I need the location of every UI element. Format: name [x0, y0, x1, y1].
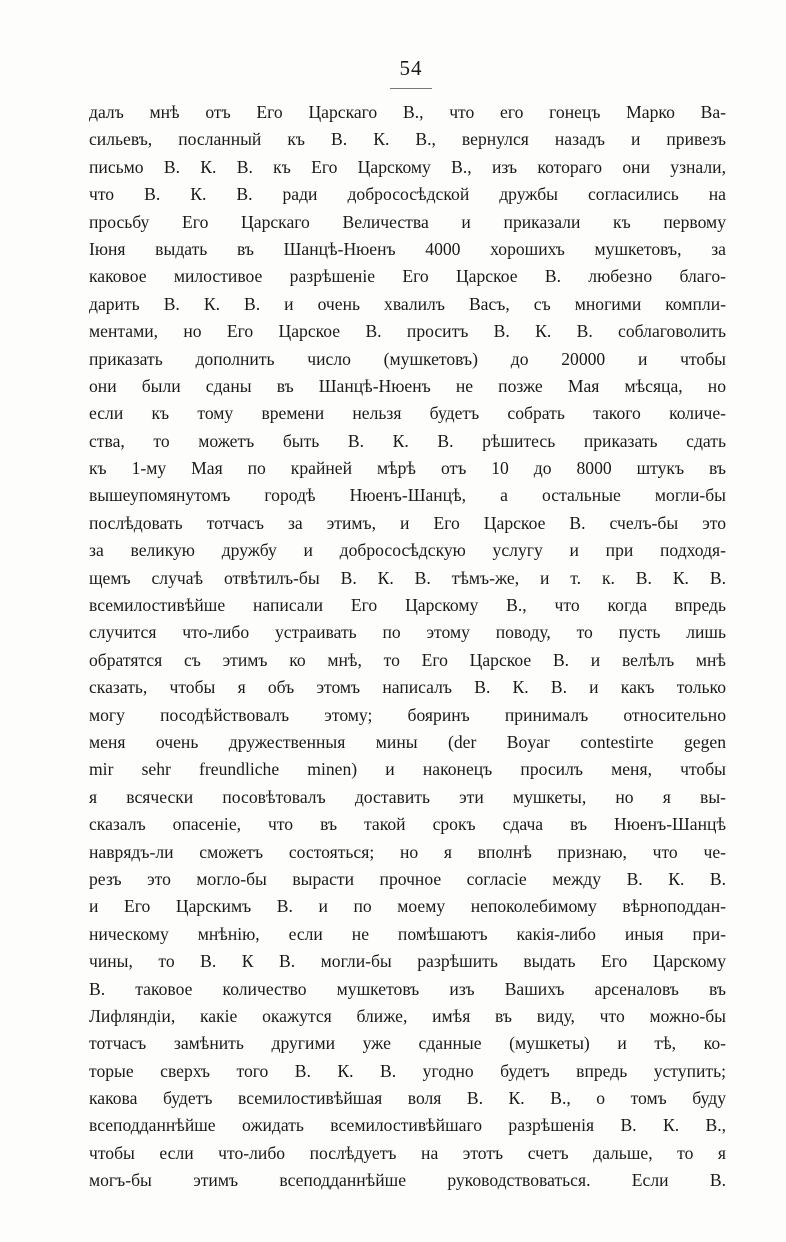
text-line: В. таковое количество мушкетовъ изъ Вашихъ арсеналовъ въ	[89, 978, 726, 999]
page-number: 54	[399, 56, 423, 80]
text-line: они были сданы въ Шанцѣ-Нюенъ не позже Мая мѣсяца, но	[89, 375, 726, 396]
text-line: послѣдовать тотчасъ за этимъ, и Его Царское В. счелъ-бы это	[89, 512, 726, 533]
text-line: ства, то можетъ быть В. К. В. рѣшитесь приказать сдать	[89, 430, 726, 451]
body-text	[89, 99, 726, 1195]
text-line: могъ-бы этимъ всеподданнѣйше руководствоваться. Если В.	[89, 1170, 726, 1191]
text-line: къ 1-му Мая по крайней мѣрѣ отъ 10 до 8000 штукъ въ	[89, 458, 726, 479]
text-line: что В. К. В. ради добрососѣдской дружбы согласились на	[89, 184, 726, 205]
text-line: тотчасъ замѣнить другими уже сданные (мушкеты) и тѣ, ко-	[89, 1033, 726, 1054]
text-line: дарить В. К. В. и очень хвалилъ Васъ, съ многими компли-	[89, 293, 726, 314]
page-number-underline	[390, 88, 432, 89]
text-line: и Его Царскимъ В. и по моему непоколебимому вѣрноподдан-	[89, 896, 726, 917]
text-line: щемъ случаѣ отвѣтилъ-бы В. К. В. тѣмъ-же, и т. к. В. К. В.	[89, 567, 726, 588]
text-line: просьбу Его Царскаго Величества и приказали къ первому	[89, 211, 726, 232]
text-line: если къ тому времени нельзя будетъ собрать такого количе-	[89, 403, 726, 424]
text-line: могу посодѣйствовалъ этому; бояринъ принималъ относительно	[89, 704, 726, 725]
text-line: чтобы если что-либо послѣдуетъ на этотъ счетъ дальше, то я	[89, 1142, 726, 1163]
text-line: случится что-либо устраивать по этому поводу, то пусть лишь	[89, 622, 726, 643]
text-line: каковое милостивое разрѣшеніе Его Царское В. любезно благо-	[89, 266, 726, 287]
text-line: торые сверхъ того В. К. В. угодно будетъ впредь уступить;	[89, 1060, 726, 1081]
text-line: вышеупомянутомъ городѣ Нюенъ-Шанцѣ, а остальные могли-бы	[89, 485, 726, 506]
text-line: сильевъ, посланный къ В. К. В., вернулся назадъ и привезъ	[89, 129, 726, 150]
text-line: я всячески посовѣтовалъ доставить эти мушкеты, но я вы-	[89, 786, 726, 807]
text-line: всемилостивѣйше написали Его Царскому В., что когда впредь	[89, 595, 726, 616]
text-line: какова будетъ всемилостивѣйшая воля В. К. В., о томъ буду	[89, 1088, 726, 1109]
text-line: письмо В. К. В. къ Его Царскому В., изъ котораго они узнали,	[89, 156, 726, 177]
text-line: обратятся съ этимъ ко мнѣ, то Его Царское В. и велѣлъ мнѣ	[89, 649, 726, 670]
text-line: Іюня выдать въ Шанцѣ-Нюенъ 4000 хорошихъ мушкетовъ, за	[89, 238, 726, 259]
text-line: Лифляндіи, какіе окажутся ближе, имѣя въ виду, что можно-бы	[89, 1005, 726, 1026]
text-line: резъ это могло-бы выpасти прочное согласіе между В. К. В.	[89, 868, 726, 889]
text-line: далъ мнѣ отъ Его Царскаго В., что его гонецъ Марко Ва-	[89, 102, 726, 122]
text-line: меня очень дружественныя мины (der Boyar contestirte gegen	[89, 731, 726, 752]
text-line: всеподданнѣйше ожидать всемилостивѣйшаго разрѣшенія В. К. В.,	[89, 1115, 726, 1136]
text-line: чины, то В. К В. могли-бы разрѣшить выдать Его Царскому	[89, 951, 726, 972]
text-line: наврядъ-ли сможетъ состояться; но я вполнѣ признаю, что че-	[89, 841, 726, 862]
text-line: сказалъ опасеніе, что въ такой срокъ сдача въ Нюенъ-Шанцѣ	[89, 814, 726, 835]
text-line: за великую дружбу и добрососѣдскую услугу и при подходя-	[89, 540, 726, 561]
text-line: ментами, но Его Царское В. проситъ В. К. В. соблаговолить	[89, 321, 726, 342]
text-line: mir sehr freundliche minen) и наконецъ просилъ меня, чтобы	[89, 759, 726, 780]
text-line: сказать, чтобы я объ этомъ написалъ В. К. В. и какъ только	[89, 677, 726, 698]
text-line: ническому мнѣнію, если не помѣшаютъ какія-либо иныя при-	[89, 923, 726, 944]
text-line: приказать дополнить число (мушкетовъ) до 20000 и чтобы	[89, 348, 726, 369]
